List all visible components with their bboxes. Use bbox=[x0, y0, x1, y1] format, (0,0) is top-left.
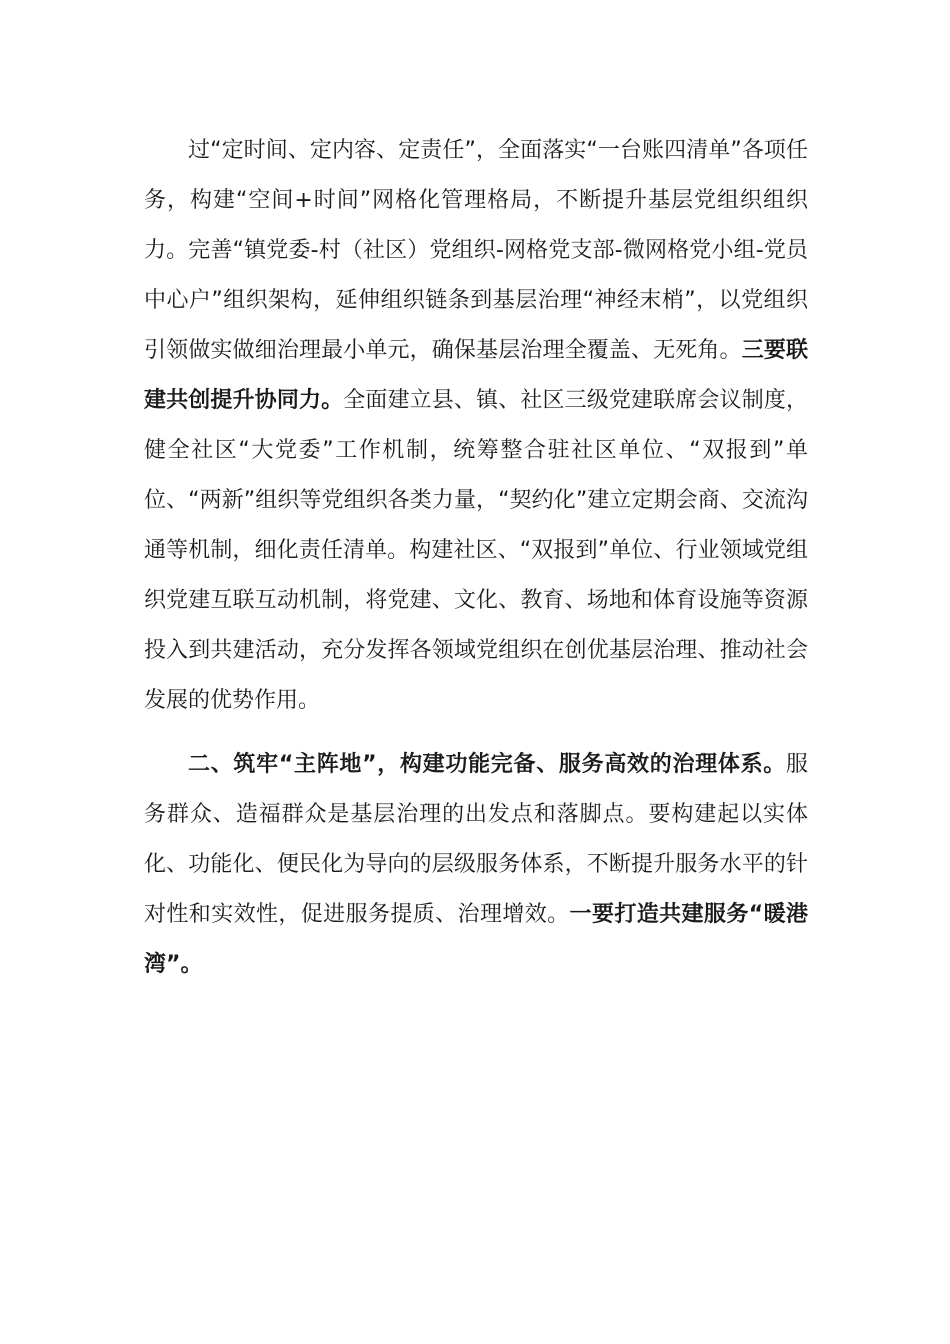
body-paragraph-2 bbox=[144, 740, 808, 990]
section-heading-2: 二、筑牢“主阵地”，构建功能完备、服务高效的治理体系。 bbox=[188, 752, 786, 777]
paragraph-2-bold-subheading: 一要打造共建服务“暖港湾”。 bbox=[144, 902, 808, 977]
paragraph-1-text-a: 过“定时间、定内容、定责任”，全面落实“一台账四清单”各项任务，构建“空间+时间”网格化管理格局，不断提升基层党组织组织力。完善“镇党委-村（社区）党组织-网格党支部-微网格党小组-党员中心户”组织架构，延伸组织链条到基层治理“神经末梢”，以党组织引领做实做细治理最小单元，确保基层治理全覆盖、无死角。 bbox=[144, 138, 808, 363]
paragraph-1-bold-heading: 三要联建共创提升协同力。 bbox=[144, 338, 808, 413]
paragraph-1-text-b: 全面建立县、镇、社区三级党建联席会议制度，健全社区“大党委”工作机制，统筹整合驻社区单位、“双报到”单位、“两新”组织等党组织各类力量，“契约化”建立定期会商、交流沟通等机制，细化责任清单。构建社区、“双报到”单位、行业领域党组织党建互联互动机制，将党建、文化、教育、场地和体育设施等资源投入到共建活动，充分发挥各领域党组织在创优基层治理、推动社会发展的优势作用。 bbox=[144, 388, 808, 713]
paragraph-2-text: 服务群众、造福群众是基层治理的出发点和落脚点。要构建起以实体化、功能化、便民化为导向的层级服务体系，不断提升服务水平的针对性和实效性，促进服务提质、治理增效。 bbox=[144, 752, 808, 927]
body-paragraph-1 bbox=[144, 126, 808, 726]
document-page bbox=[144, 126, 808, 990]
